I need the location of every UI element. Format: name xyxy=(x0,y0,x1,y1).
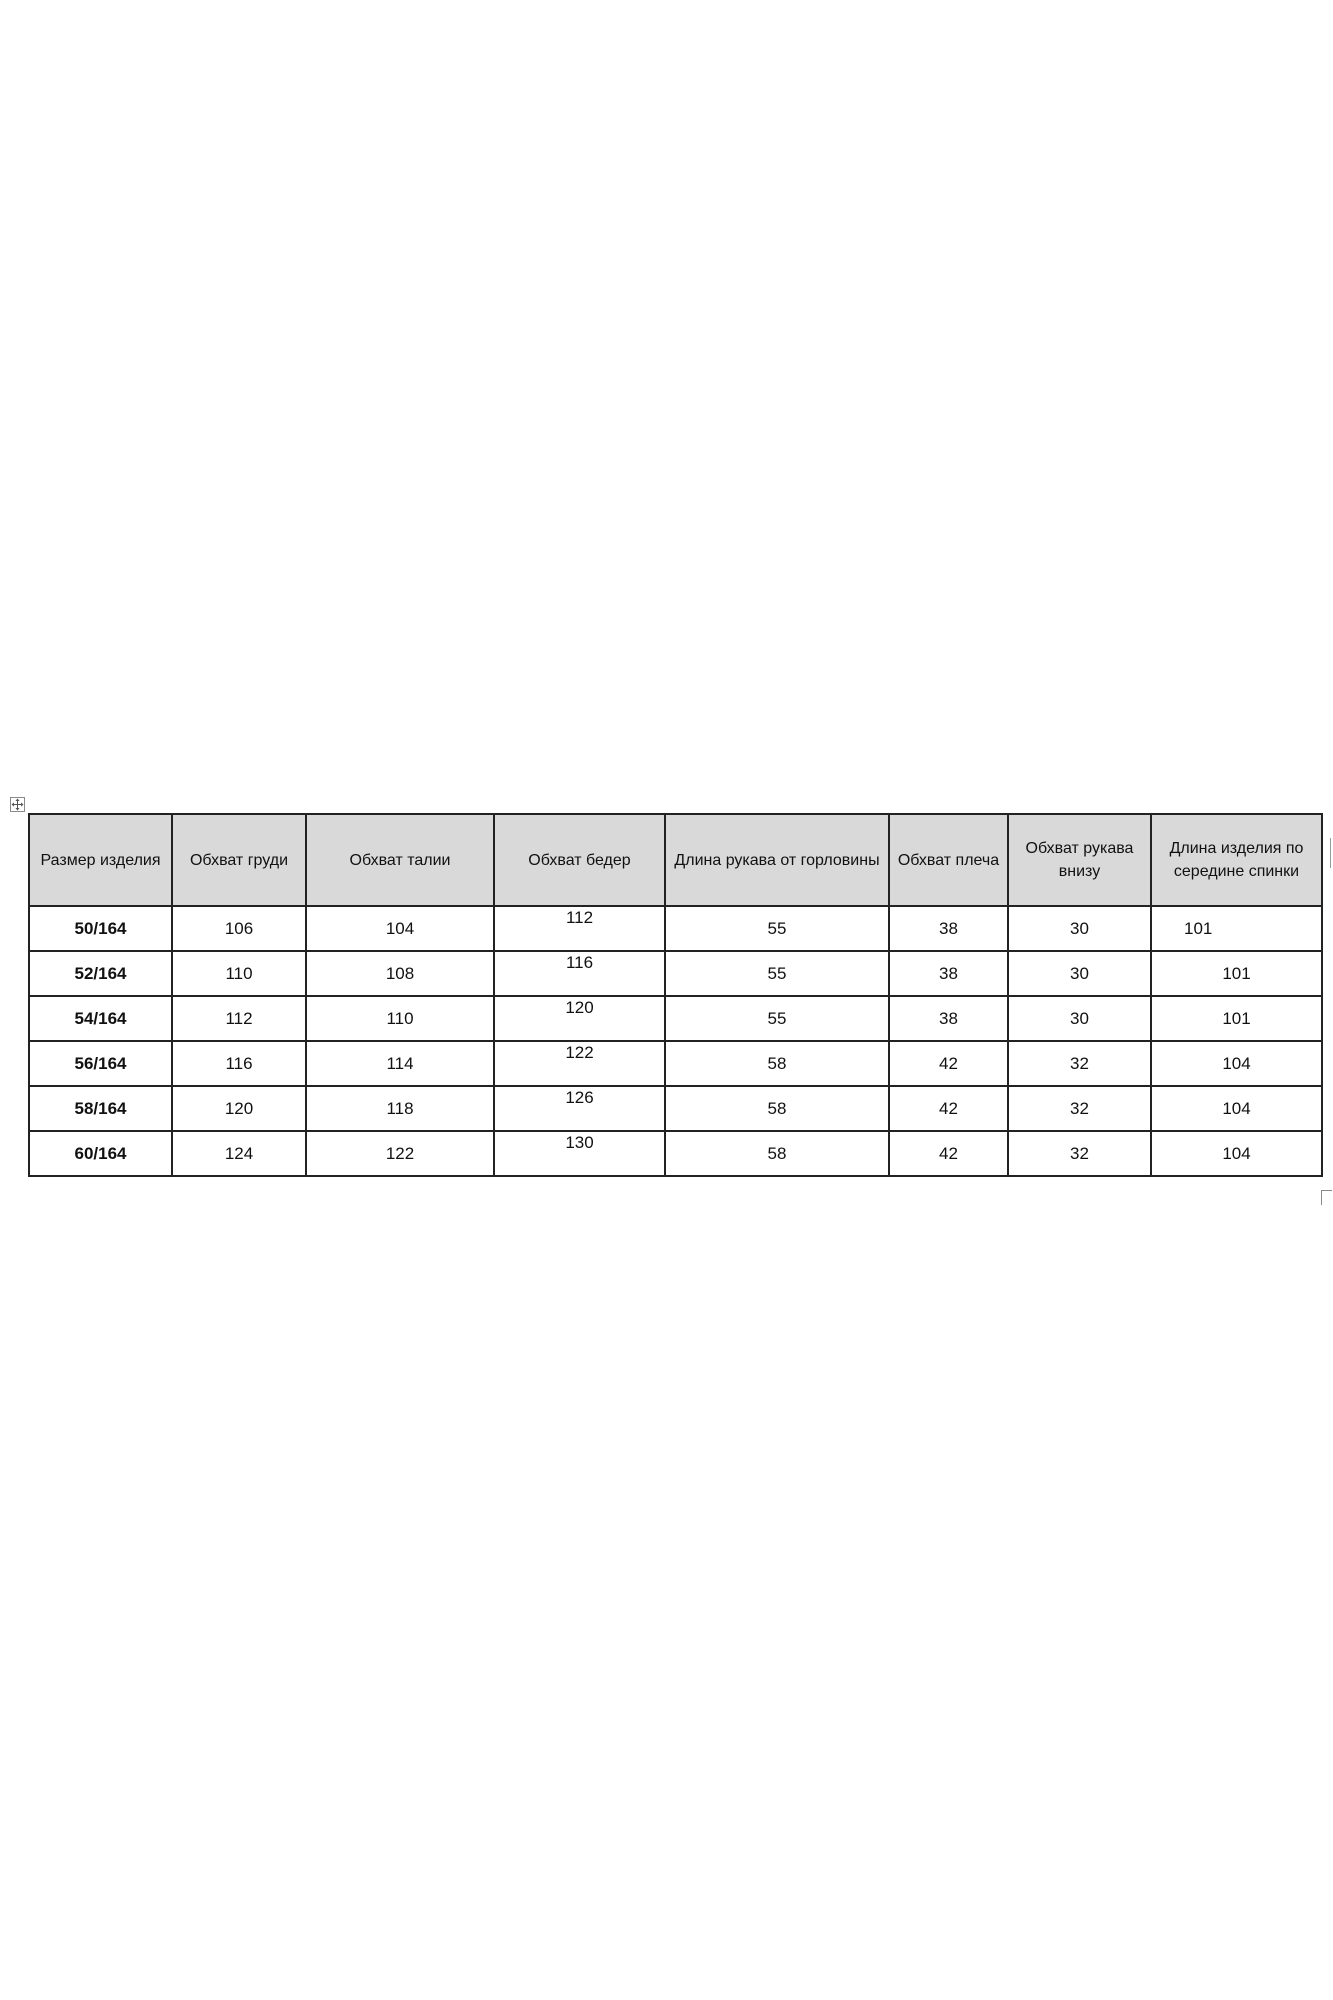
hips-cell: 126 xyxy=(494,1086,665,1131)
table-row xyxy=(29,996,1322,1041)
shoulder-cell: 42 xyxy=(889,1041,1008,1086)
header-hips: Обхват бедер xyxy=(494,814,665,906)
waist-cell: 122 xyxy=(306,1131,494,1176)
sleeve-bottom-cell: 30 xyxy=(1008,996,1151,1041)
waist-cell: 118 xyxy=(306,1086,494,1131)
sleeve-bottom-cell: 32 xyxy=(1008,1041,1151,1086)
size-cell: 52/164 xyxy=(29,951,172,996)
hips-cell: 120 xyxy=(494,996,665,1041)
hips-cell: 130 xyxy=(494,1131,665,1176)
waist-cell: 104 xyxy=(306,906,494,951)
table-move-handle-icon[interactable] xyxy=(10,797,25,812)
header-waist: Обхват талии xyxy=(306,814,494,906)
sleeve-length-cell: 55 xyxy=(665,906,889,951)
table-resize-corner[interactable] xyxy=(1321,1190,1332,1205)
header-row xyxy=(29,814,1322,906)
size-cell: 58/164 xyxy=(29,1086,172,1131)
shoulder-cell: 38 xyxy=(889,996,1008,1041)
size-cell: 56/164 xyxy=(29,1041,172,1086)
chest-cell: 116 xyxy=(172,1041,306,1086)
sleeve-bottom-cell: 32 xyxy=(1008,1086,1151,1131)
hips-cell: 112 xyxy=(494,906,665,951)
size-cell: 50/164 xyxy=(29,906,172,951)
garment-length-cell: 104 xyxy=(1151,1086,1322,1131)
shoulder-cell: 42 xyxy=(889,1086,1008,1131)
garment-length-cell: 104 xyxy=(1151,1041,1322,1086)
chest-cell: 110 xyxy=(172,951,306,996)
sleeve-bottom-cell: 30 xyxy=(1008,951,1151,996)
size-cell: 54/164 xyxy=(29,996,172,1041)
sleeve-bottom-cell: 30 xyxy=(1008,906,1151,951)
shoulder-cell: 42 xyxy=(889,1131,1008,1176)
header-shoulder: Обхват плеча xyxy=(889,814,1008,906)
shoulder-cell: 38 xyxy=(889,906,1008,951)
shoulder-cell: 38 xyxy=(889,951,1008,996)
waist-cell: 110 xyxy=(306,996,494,1041)
table-row xyxy=(29,951,1322,996)
garment-length-cell: 101 xyxy=(1151,906,1322,951)
chest-cell: 124 xyxy=(172,1131,306,1176)
table-edge-marker xyxy=(1330,838,1331,868)
sleeve-length-cell: 55 xyxy=(665,951,889,996)
sleeve-length-cell: 58 xyxy=(665,1041,889,1086)
sleeve-length-cell: 55 xyxy=(665,996,889,1041)
table-row xyxy=(29,906,1322,951)
waist-cell: 114 xyxy=(306,1041,494,1086)
table-row xyxy=(29,1086,1322,1131)
header-sleeve-bottom: Обхват рукава внизу xyxy=(1008,814,1151,906)
header-size: Размер изделия xyxy=(29,814,172,906)
sleeve-length-cell: 58 xyxy=(665,1131,889,1176)
header-garment-length: Длина изделия по середине спинки xyxy=(1151,814,1322,906)
table-row xyxy=(29,1131,1322,1176)
chest-cell: 112 xyxy=(172,996,306,1041)
chest-cell: 106 xyxy=(172,906,306,951)
waist-cell: 108 xyxy=(306,951,494,996)
sleeve-length-cell: 58 xyxy=(665,1086,889,1131)
garment-length-cell: 101 xyxy=(1151,951,1322,996)
size-chart-table xyxy=(28,813,1323,1177)
garment-length-cell: 101 xyxy=(1151,996,1322,1041)
header-chest: Обхват груди xyxy=(172,814,306,906)
size-cell: 60/164 xyxy=(29,1131,172,1176)
chest-cell: 120 xyxy=(172,1086,306,1131)
header-sleeve-length: Длина рукава от горловины xyxy=(665,814,889,906)
hips-cell: 122 xyxy=(494,1041,665,1086)
sleeve-bottom-cell: 32 xyxy=(1008,1131,1151,1176)
table-row xyxy=(29,1041,1322,1086)
move-arrows-icon xyxy=(11,798,24,811)
hips-cell: 116 xyxy=(494,951,665,996)
garment-length-cell: 104 xyxy=(1151,1131,1322,1176)
